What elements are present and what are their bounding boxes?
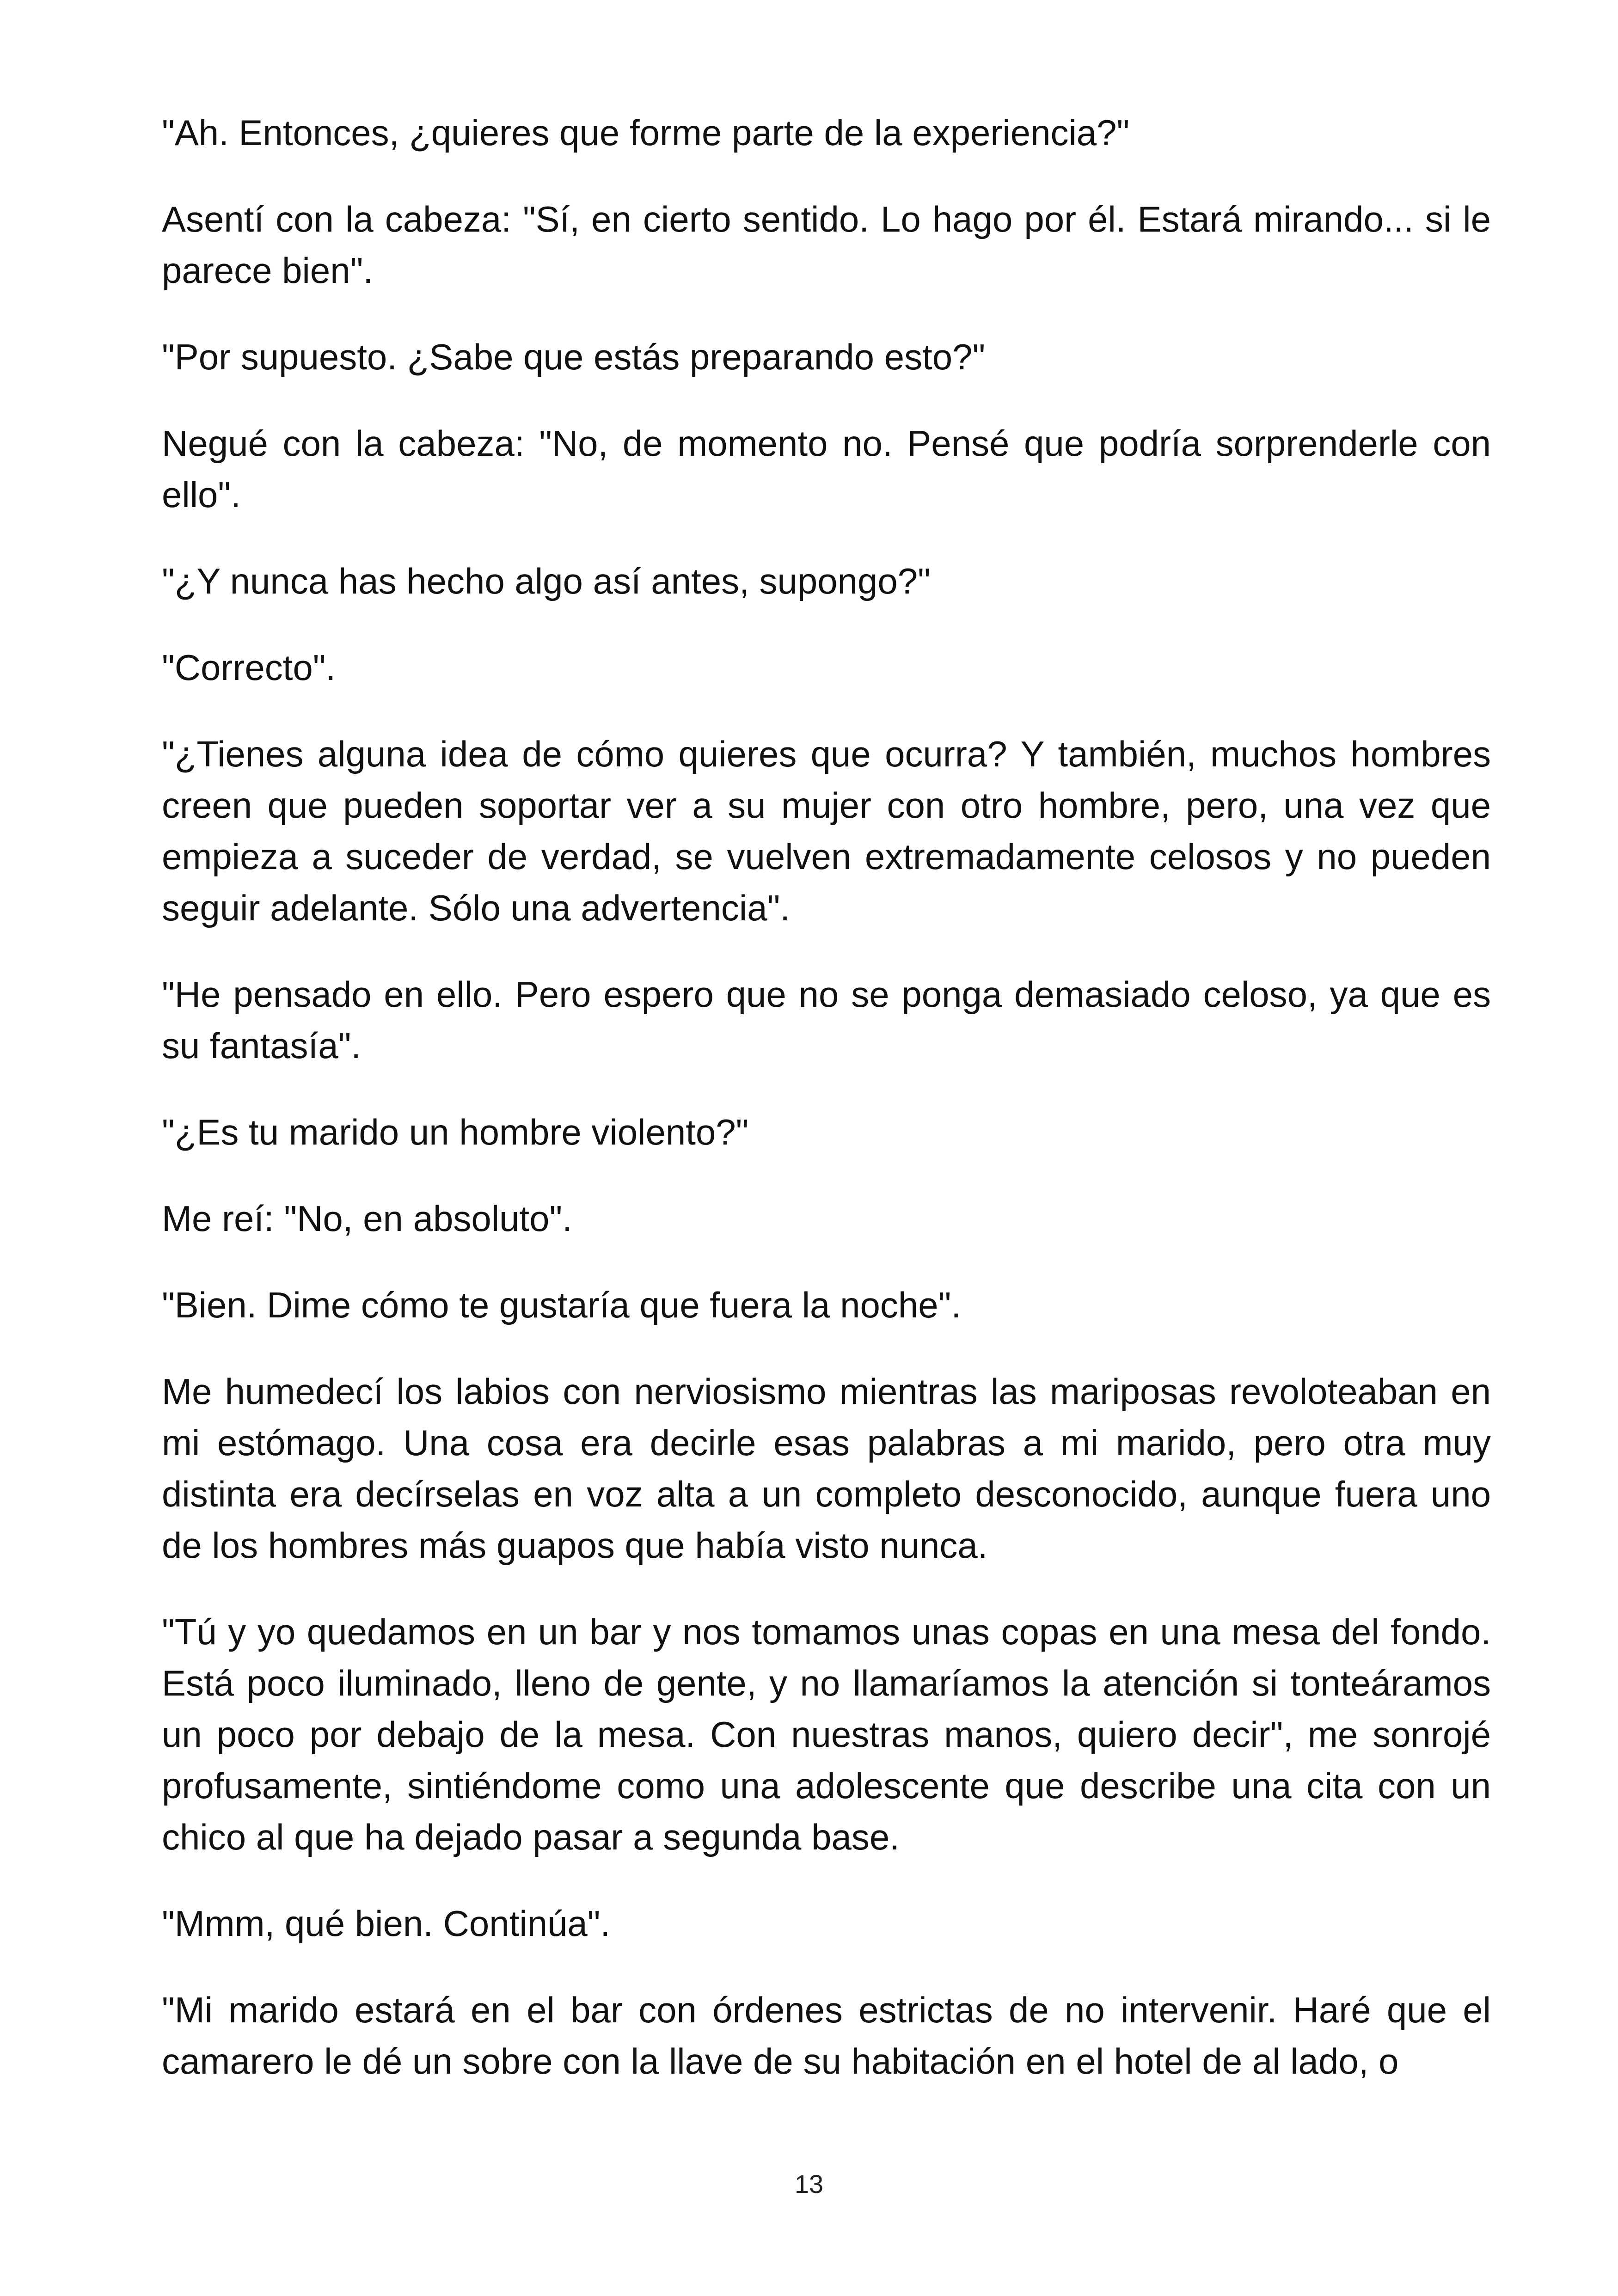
paragraph-5: "¿Y nunca has hecho algo así antes, supongo?" [162, 561, 931, 601]
paragraph-14: "Mmm, qué bien. Continúa". [162, 1903, 611, 1944]
paragraph-2: Asentí con la cabeza: "Sí, en cierto sentido. Lo hago por él. Estará mirando... si le parece bien". [162, 199, 1491, 291]
paragraph-15: "Mi marido estará en el bar con órdenes estrictas de no intervenir. Haré que el camarero le dé un sobre con la llave de su habitación en el hotel de al lado, o [162, 1990, 1491, 2082]
paragraph-10: Me reí: "No, en absoluto". [162, 1198, 572, 1239]
paragraph-11: "Bien. Dime cómo te gustaría que fuera la noche". [162, 1285, 961, 1325]
paragraph-12: Me humedecí los labios con nerviosismo mientras las mariposas revoloteaban en mi estómago. Una cosa era decirle esas palabras a mi marido, pero otra muy distinta era decírselas en voz alta a un completo desconocido, aunque fuera uno de los hombres más guapos que había visto nunca. [162, 1371, 1491, 1566]
paragraph-4: Negué con la cabeza: "No, de momento no. Pensé que podría sorprenderle con ello". [162, 423, 1491, 515]
paragraph-1: "Ah. Entonces, ¿quieres que forme parte de la experiencia?" [162, 112, 1130, 153]
paragraph-9: "¿Es tu marido un hombre violento?" [162, 1112, 749, 1152]
paragraph-7: "¿Tienes alguna idea de cómo quieres que ocurra? Y también, muchos hombres creen que pueden soportar ver a su mujer con otro hombre, pero, una vez que empieza a suceder de verdad, se vuelven extremadamente celosos y no pueden seguir adelante. Sólo una advertencia". [162, 734, 1491, 928]
paragraph-8: "He pensado en ello. Pero espero que no se ponga demasiado celoso, ya que es su fantasía". [162, 974, 1491, 1066]
body-text [162, 107, 1491, 2087]
page-number: 13 [794, 2169, 824, 2198]
paragraph-3: "Por supuesto. ¿Sabe que estás preparando esto?" [162, 337, 986, 377]
paragraph-13: "Tú y yo quedamos en un bar y nos tomamos unas copas en una mesa del fondo. Está poco iluminado, lleno de gente, y no llamaríamos la atención si tonteáramos un poco por debajo de la mesa. Con nuestras manos, quiero decir", me sonrojé profusamente, sintiéndome como una adolescente que describe una cita con un chico al que ha dejado pasar a segunda base. [162, 1611, 1491, 1857]
paragraph-6: "Correcto". [162, 647, 336, 688]
